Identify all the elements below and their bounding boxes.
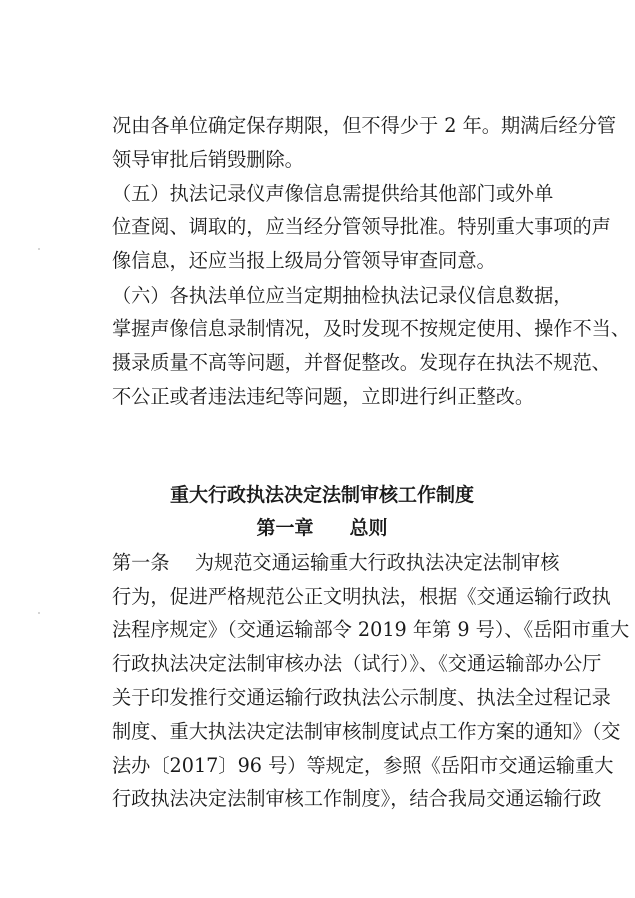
body-text-line: （六）各执法单位应当定期抽检执法记录仪信息数据， (112, 284, 573, 307)
body-text-line: 领导审批后销毁删除。 (112, 148, 304, 171)
body-text-line: （五）执法记录仪声像信息需提供给其他部门或外单 (112, 182, 554, 205)
chapter-heading (112, 516, 532, 540)
body-text-line: 法程序规定》（交通运输部令 2019 年第 9 号）、《岳阳市重大 (112, 618, 630, 641)
body-text-line: 行为，促进严格规范公正文明执法，根据《交通运输行政执 (112, 585, 611, 608)
body-text-line: 行政执法决定法制审核工作制度》，结合我局交通运输行政 (112, 787, 602, 810)
body-text-line: 况由各单位确定保存期限，但不得少于 2 年。期满后经分管 (112, 114, 617, 137)
body-text-line: 像信息，还应当报上级局分管领导审查同意。 (112, 249, 496, 272)
body-text-line: 位查阅、调取的，应当经分管领导批准。特别重大事项的声 (112, 215, 611, 238)
body-text-line: 行政执法决定法制审核办法（试行）》、《交通运输部办公厅 (112, 652, 602, 675)
body-text-line: 第一条 为规范交通运输重大行政执法决定法制审核 (112, 551, 560, 574)
document-title: 重大行政执法决定法制审核工作制度 (169, 484, 474, 506)
scan-mark (38, 248, 40, 250)
body-text-line: 法办〔2017〕96 号）等规定，参照《岳阳市交通运输重大 (112, 754, 614, 777)
chapter-name: 总则 (349, 517, 388, 539)
body-text-line: 制度、重大执法决定法制审核制度试点工作方案的通知》（交 (112, 720, 621, 743)
chapter-number: 第一章 (256, 517, 314, 539)
scan-mark (38, 612, 40, 614)
body-text-line: 关于印发推行交通运输行政执法公示制度、执法全过程记录 (112, 686, 611, 709)
body-text-line: 不公正或者违法违纪等问题，立即进行纠正整改。 (112, 385, 535, 408)
body-text-line: 掌握声像信息录制情况，及时发现不按规定使用、操作不当、 (112, 317, 631, 340)
body-text-line: 摄录质量不高等问题，并督促整改。发现存在执法不规范、 (112, 351, 611, 374)
